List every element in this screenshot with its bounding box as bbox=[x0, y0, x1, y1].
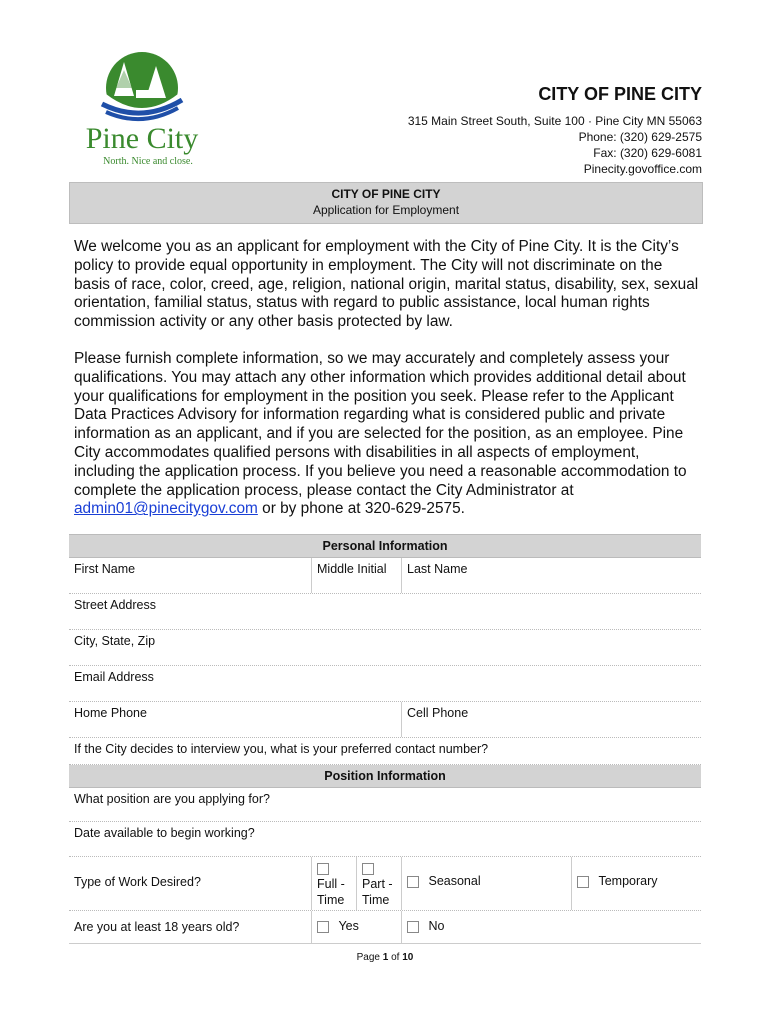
logo-wordmark: Pine City bbox=[85, 122, 199, 155]
age-yes-option[interactable]: Yes bbox=[311, 911, 401, 943]
work-type-label: Type of Work Desired? bbox=[74, 875, 201, 889]
city-state-zip-field[interactable]: City, State, Zip bbox=[69, 630, 701, 666]
street-address-field[interactable]: Street Address bbox=[69, 594, 701, 630]
full-time-option[interactable]: Full - Time bbox=[311, 857, 356, 910]
name-row bbox=[69, 558, 701, 594]
intro-paragraph-1: We welcome you as an applicant for employment with the City of Pine City. It is the City’s policy to provide equal opportunity in employment. The City will not discriminate on the basis of race, color, creed, age, religion, national origin, marital status, disability, sex, sexual orientation, familial status, status with regard to public assistance, local human rights commission activity or any other basis protected by law. bbox=[74, 238, 699, 331]
age-row bbox=[69, 911, 701, 944]
pine-city-logo bbox=[72, 52, 212, 172]
position-info-heading: Position Information bbox=[69, 765, 701, 788]
part-time-option[interactable]: Part - Time bbox=[356, 857, 401, 910]
first-name-field[interactable]: First Name bbox=[74, 562, 136, 576]
full-time-checkbox[interactable] bbox=[317, 863, 329, 875]
logo-tagline: North. Nice and close. bbox=[103, 156, 193, 167]
work-type-row bbox=[69, 857, 701, 911]
org-name: CITY OF PINE CITY bbox=[538, 84, 702, 104]
date-available-field[interactable]: Date available to begin working? bbox=[69, 822, 701, 857]
seasonal-option[interactable]: Seasonal bbox=[401, 857, 571, 910]
no-checkbox[interactable] bbox=[407, 921, 419, 933]
phone: Phone: (320) 629-2575 bbox=[578, 130, 702, 144]
position-applying-field[interactable]: What position are you applying for? bbox=[69, 788, 701, 822]
seasonal-checkbox[interactable] bbox=[407, 876, 419, 888]
personal-info-heading: Personal Information bbox=[69, 535, 701, 558]
banner-subtitle: Application for Employment bbox=[312, 203, 460, 217]
title-banner bbox=[69, 182, 703, 224]
temporary-option[interactable]: Temporary bbox=[571, 857, 701, 910]
temporary-checkbox[interactable] bbox=[577, 876, 589, 888]
email-field[interactable]: Email Address bbox=[69, 666, 701, 702]
intro-paragraph-2: Please furnish complete information, so we may accurately and completely assess your qualifications. You may attach any other information which provides additional detail about your qualifications for employment in the position you seek. Please refer to the Applicant Data Practices Advisory for information regarding what is considered public and private information as an applicant, and if you are selected for the position, as an employee. Pine City accommodates qualified persons with disabilities in all aspects of employment, including the application process. If you believe you need a reasonable accommodation to complete the application process, please contact the City Administrator at admin01@pinecitygov.com or by phone at 320-629-2575. bbox=[74, 349, 687, 518]
address: 315 Main Street South, Suite 100 · Pine City MN 55063 bbox=[407, 114, 702, 128]
website: Pinecity.govoffice.com bbox=[583, 162, 702, 176]
page-footer: Page 1 of 10 bbox=[356, 952, 414, 963]
fax: Fax: (320) 629-6081 bbox=[593, 146, 702, 160]
age-no-option[interactable]: No bbox=[401, 911, 701, 943]
banner-title: CITY OF PINE CITY bbox=[331, 187, 441, 201]
preferred-contact-field[interactable]: If the City decides to interview you, what is your preferred contact number? bbox=[69, 738, 701, 765]
age-question: Are you at least 18 years old? bbox=[74, 920, 240, 934]
intro-text bbox=[74, 238, 699, 537]
middle-initial-field[interactable]: Middle Initial bbox=[311, 558, 401, 593]
yes-checkbox[interactable] bbox=[317, 921, 329, 933]
home-phone-field[interactable]: Home Phone bbox=[74, 706, 147, 720]
cell-phone-field[interactable]: Cell Phone bbox=[401, 702, 701, 737]
last-name-field[interactable]: Last Name bbox=[401, 558, 701, 593]
letterhead bbox=[408, 84, 702, 177]
application-form bbox=[69, 534, 701, 944]
phone-row bbox=[69, 702, 701, 738]
part-time-checkbox[interactable] bbox=[362, 863, 374, 875]
email-link[interactable]: admin01@pinecitygov.com bbox=[74, 500, 258, 518]
